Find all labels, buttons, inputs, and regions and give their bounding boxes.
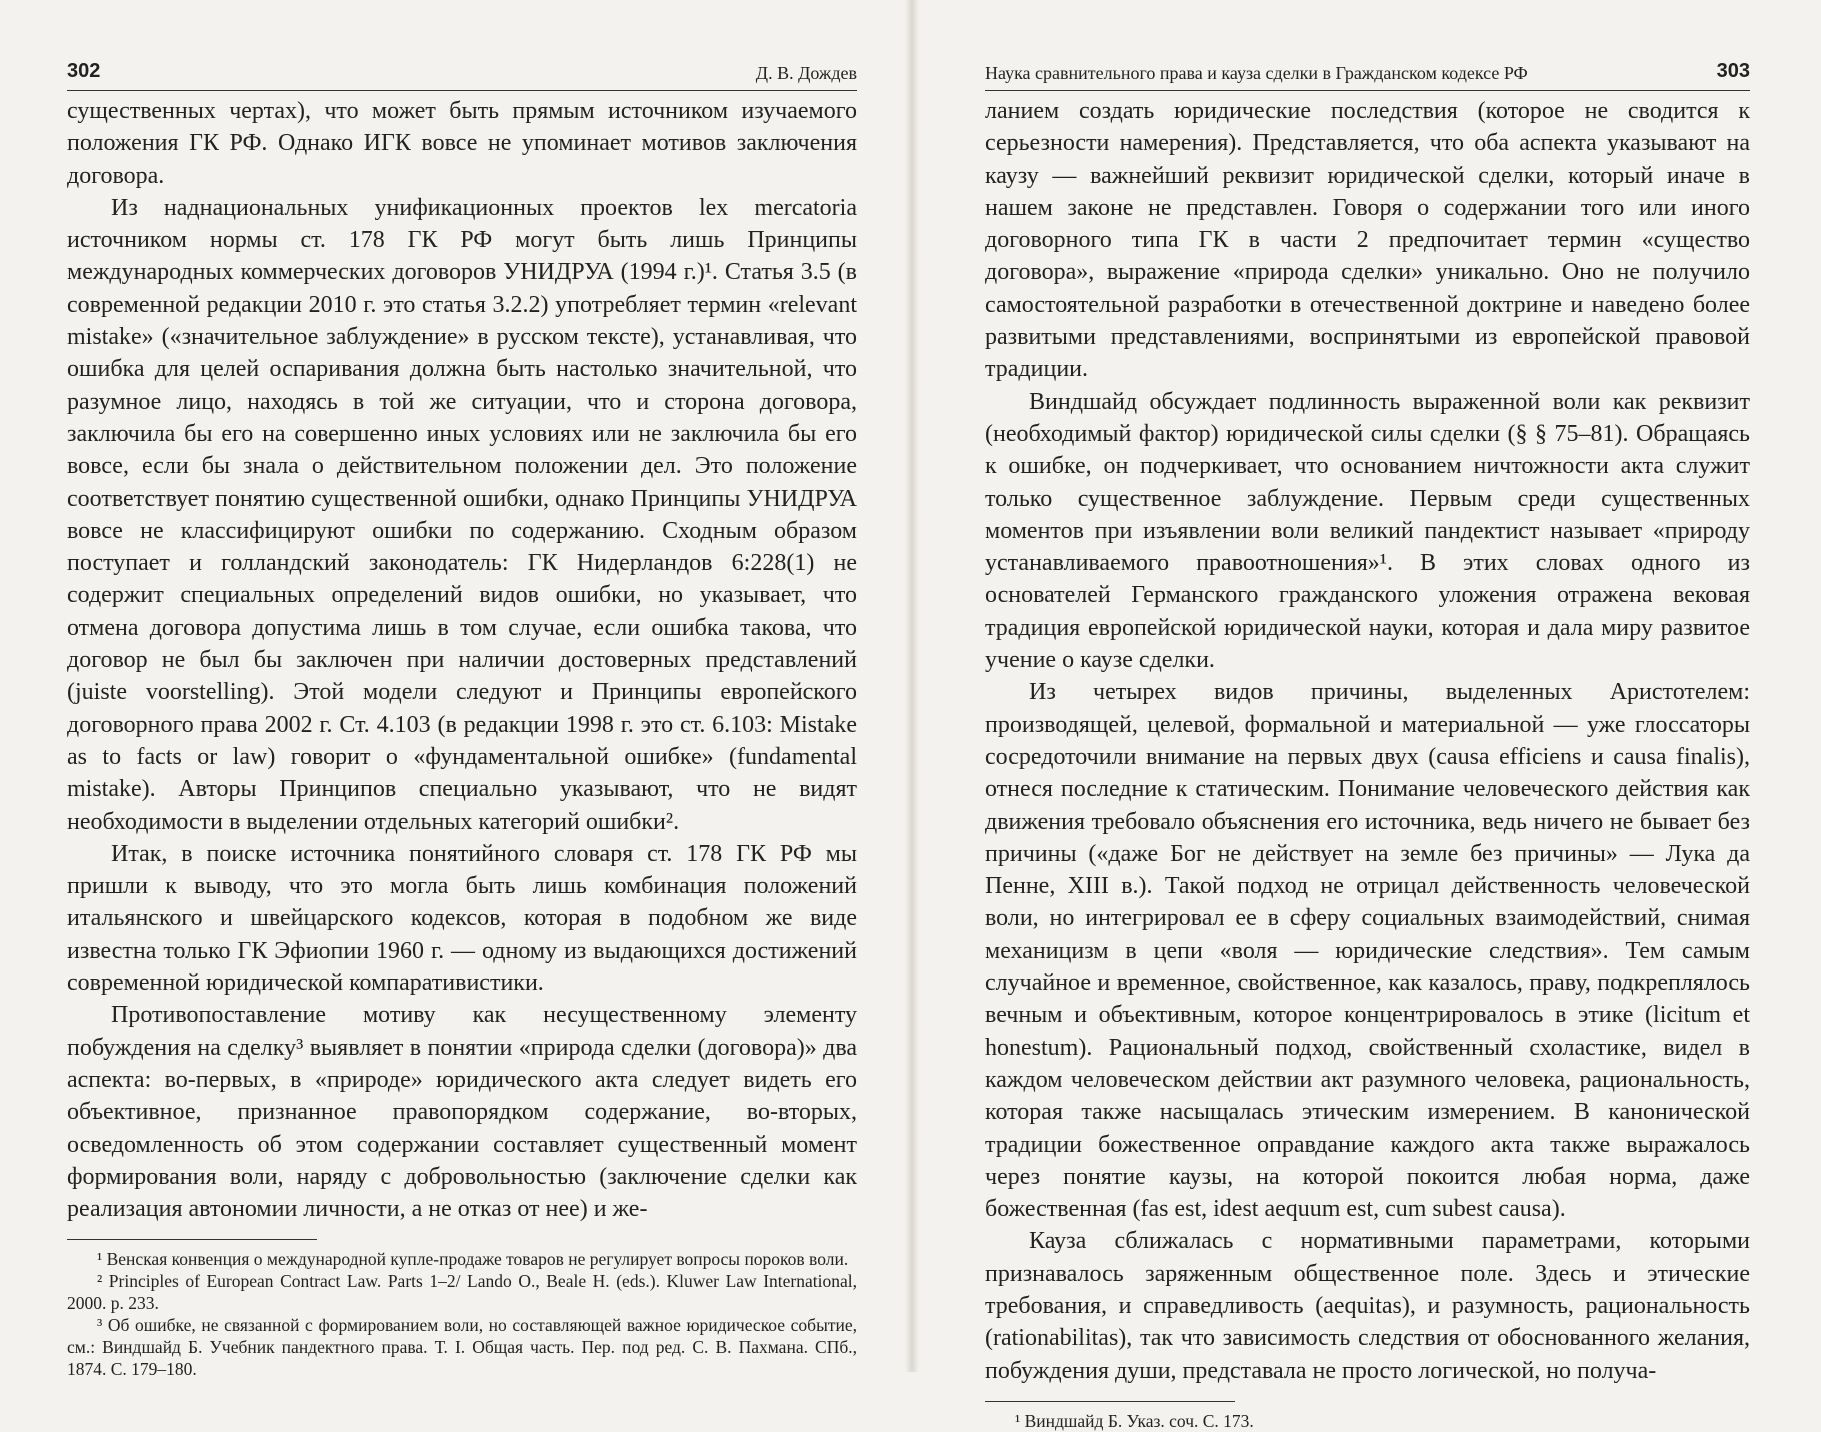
left-paragraph: существенных чертах), что может быть прямым источником изучаемого положения ГК РФ. Однако ИГК вовсе не упоминает мотивов заключения договора.	[67, 98, 857, 189]
right-running-title: Наука сравнительного права и кауза сделки в Гражданском кодексе РФ	[985, 63, 1528, 83]
left-paragraph: Итак, в поиске источника понятийного словаря ст. 178 ГК РФ мы пришли к выводу, что это могла быть лишь комбинация положений итальянского и швейцарского кодексов, которая в подобном же виде известна только ГК Эфиопии 1960 г. — одному из выдающихся достижений современной юридической компаративистики.	[67, 840, 857, 997]
footnote: ¹ Виндшайд Б. Указ. соч. С. 173.	[1015, 1410, 1254, 1431]
right-footnotes	[985, 1410, 1750, 1432]
book-gutter	[905, 0, 919, 1372]
right-paragraph: ланием создать юридические последствия (которое не сводится к серьезности намерения). Представляется, что оба аспекта указывают на каузу — важнейший реквизит юридической сделки, который иначе в нашем законе не представлен. Говоря о содержании того или иного договорного типа ГК в части 2 предпочитает термин «существо договора», выражение «природа сделки» уникально. Оно не получило самостоятельной разработки в отечественной доктрине и наведено более развитыми представлениями, воспринятыми из европейской правовой традиции.	[985, 98, 1750, 383]
left-page	[67, 54, 857, 1380]
left-footnotes	[67, 1248, 857, 1380]
right-paragraph: Виндшайд обсуждает подлинность выраженной воли как реквизит (необходимый фактор) юридической силы сделки (§ § 75–81). Обращаясь к ошибке, он подчеркивает, что основанием ничтожности акта служит только существенное заблуждение. Первым среди существенных моментов при изъявлении воли великий пандектист называет «природу устанавливаемого правоотношения»¹. В этих словах одного из основателей Германского гражданского уложения отражена вековая традиция европейской юридической науки, которая и дала миру развитое учение о каузе сделки.	[985, 388, 1750, 674]
right-running-head	[985, 54, 1750, 91]
right-page	[985, 54, 1750, 1432]
right-footnote-rule	[985, 1401, 1235, 1402]
right-body-text	[985, 95, 1750, 1387]
left-page-number: 302	[67, 60, 101, 82]
footnote: ³ Об ошибке, не связанной с формированием воли, но составляющей важное юридическое событие, см.: Виндшайд Б. Учебник пандектного права. Т. I. Общая часть. Пер. под ред. С. В. Пахмана. СПб., 1874. С. 179–180.	[67, 1315, 857, 1380]
left-footnote-rule	[67, 1239, 317, 1240]
right-paragraph: Из четырех видов причины, выделенных Аристотелем: производящей, целевой, формальной и материальной — уже глоссаторы сосредоточили внимание на первых двух (causa efficiens и causa finalis), отнеся последние к статическим. Понимание человеческого действия как движения требовало объяснения его источника, ведь ничего не бывает без причины («даже Бог не действует на земле без причины» — Лука да Пенне, XIII в.). Такой подход не отрицал действенность человеческой воли, но интегрировал ее в сферу социальных взаимодействий, снимая механицизм в цепи «воля — юридические следствия». Тем самым случайное и временное, свойственное, как казалось, праву, подкреплялось вечным и объективным, которое концентрировалось в этике (licitum et honestum). Рациональный подход, свойственный схоластике, видел в каждом человеческом действии акт разумного человека, рациональность, которая также насыщалась этическим измерением. В канонической традиции божественное оправдание каждого акта также выражалось через понятие каузы, на которой покоится любая норма, даже божественная (fas est, idest aequum est, cum subest causa).	[985, 679, 1750, 1223]
footnote: ² Principles of European Contract Law. Parts 1–2/ Lando O., Beale H. (eds.). Kluwer Law International, 2000. p. 233.	[67, 1271, 857, 1314]
left-body-text	[67, 95, 857, 1225]
right-page-number: 303	[1716, 60, 1750, 82]
left-paragraph: Противопоставление мотиву как несущественному элементу побуждения на сделку³ выявляет в понятии «природа сделки (договора)» два аспекта: во-первых, в «природе» юридического акта следует видеть его объективное, признанное правопорядком содержание, во-вторых, осведомленность об этом содержании составляет существенный момент формирования воли, наряду с добровольностью (заключение сделки как реализация автономии личности, а не отказ от нее) и же-	[67, 1002, 857, 1223]
left-running-title: Д. В. Дождев	[755, 63, 857, 83]
footnote: ¹ Венская конвенция о международной купле-продаже товаров не регулирует вопросы пороков воли.	[97, 1249, 849, 1270]
left-running-head	[67, 54, 857, 91]
left-paragraph: Из наднациональных унификационных проектов lex mercatoria источником нормы ст. 178 ГК РФ могут быть лишь Принципы международных коммерческих договоров УНИДРУА (1994 г.)¹. Статья 3.5 (в современной редакции 2010 г. это статья 3.2.2) употребляет термин «relevant mistake» («значительное заблуждение» в русском тексте), устанавливая, что ошибка для целей оспаривания должна быть настолько значительной, что разумное лицо, находясь в той же ситуации, что и сторона договора, заключила бы его на совершенно иных условиях или не заключила бы его вовсе, если бы знала о действительном положении дел. Это положение соответствует понятию существенной ошибки, однако Принципы УНИДРУА вовсе не классифицируют ошибки по содержанию. Сходным образом поступает и голландский законодатель: ГК Нидерландов 6:228(1) не содержит специальных определений видов ошибки, но указывает, что отмена договора допустима лишь в том случае, если ошибка такова, что договор не был бы заключен при наличии достоверных представлений (juiste voorstelling). Этой модели следуют и Принципы европейского договорного права 2002 г. Ст. 4.103 (в редакции 1998 г. это ст. 6.103: Mistake as to facts or law) говорит о «фундаментальной ошибке» (fundamental mistake). Авторы Принципов специально указывают, что не видят необходимости в выделении отдельных категорий ошибки².	[67, 194, 857, 835]
right-paragraph: Кауза сближалась с нормативными параметрами, которыми признавалось заряженным общественное поле. Здесь и этические требования, и справедливость (aequitas), и разумность, рациональность (rationabilitas), так что зависимость следствия от обоснованного желания, побуждения души, представала не просто логической, но получа-	[985, 1228, 1750, 1384]
